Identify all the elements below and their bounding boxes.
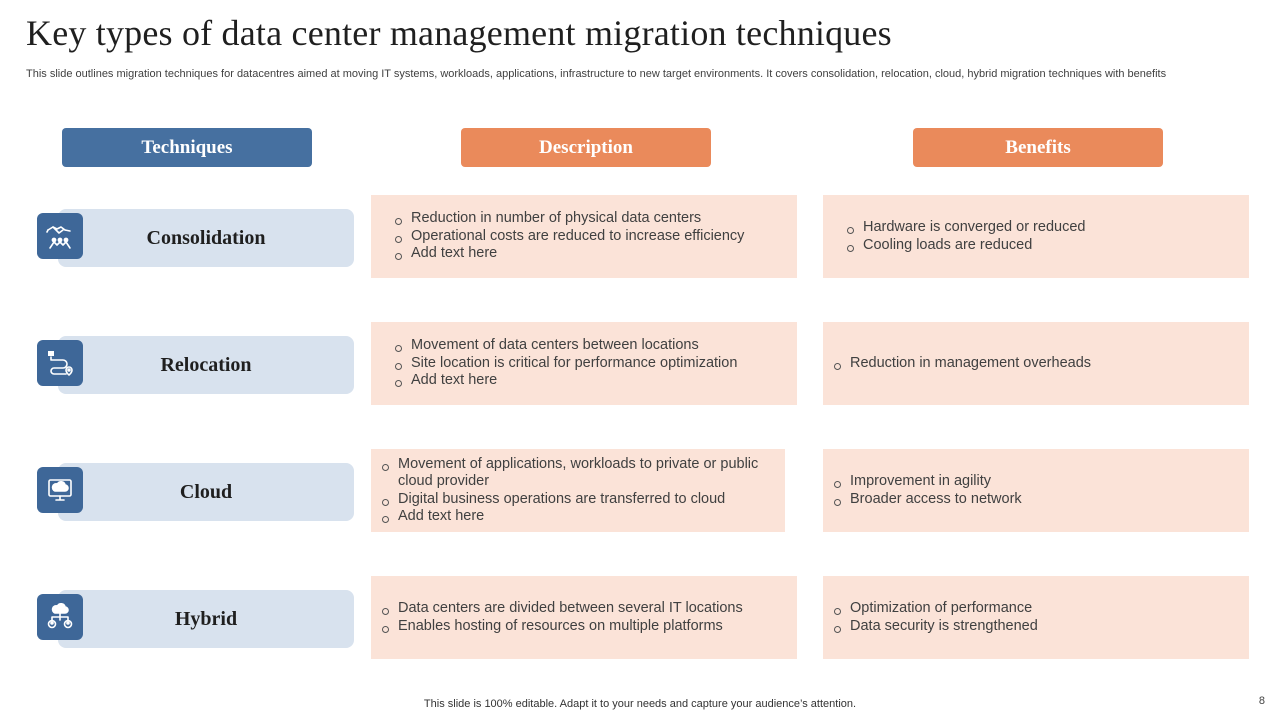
benefits-cell [823,576,1249,659]
list-item: Add text here [393,245,785,263]
header-description: Description [461,128,711,167]
technique-cloud: Cloud [58,463,354,521]
header-techniques: Techniques [62,128,312,167]
list-item: Add text here [380,508,773,526]
description-cell [371,576,797,659]
footer-note [0,698,1280,710]
benefits-cell [823,195,1249,278]
footer-text: This slide is 100% editable. Adapt it to your needs and capture your audience’s attention. [423,698,857,710]
list-item: Movement of applications, workloads to private or public cloud provider [380,456,773,491]
list-item: Reduction in management overheads [832,355,1249,373]
list-item: Optimization of performance [832,600,1249,618]
list-item: Movement of data centers between locations [393,337,785,355]
description-cell [371,449,785,532]
list-item: Reduction in number of physical data centers [393,210,785,228]
list-item: Operational costs are reduced to increase efficiency [393,228,785,246]
slide-subtitle: This slide outlines migration techniques for datacentres aimed at moving IT systems, workloads, applications, infrastructure to new target environments. It covers consolidation, relocation, cloud, hybrid migration techniques with benefits [26,68,1167,80]
list-item: Data security is strengthened [832,618,1249,636]
list-item: Cooling loads are reduced [845,237,1249,255]
cloud-monitor-icon [37,467,83,513]
list-item: Digital business operations are transferred to cloud [380,491,773,509]
list-item: Data centers are divided between several IT locations [380,600,785,618]
slide-title: Key types of data center management migration techniques [26,13,892,53]
page-number: 8 [1258,695,1265,707]
list-item: Add text here [393,372,785,390]
handshake-icon [37,213,83,259]
benefits-cell [823,322,1249,405]
technique-relocation: Relocation [58,336,354,394]
technique-hybrid: Hybrid [58,590,354,648]
route-location-icon [37,340,83,386]
list-item: Improvement in agility [832,473,1249,491]
description-cell [371,322,797,405]
description-cell [371,195,797,278]
hybrid-network-icon [37,594,83,640]
technique-consolidation: Consolidation [58,209,354,267]
list-item: Enables hosting of resources on multiple platforms [380,618,785,636]
list-item: Site location is critical for performance optimization [393,355,785,373]
header-benefits: Benefits [913,128,1163,167]
list-item: Broader access to network [832,491,1249,509]
list-item: Hardware is converged or reduced [845,219,1249,237]
benefits-cell [823,449,1249,532]
